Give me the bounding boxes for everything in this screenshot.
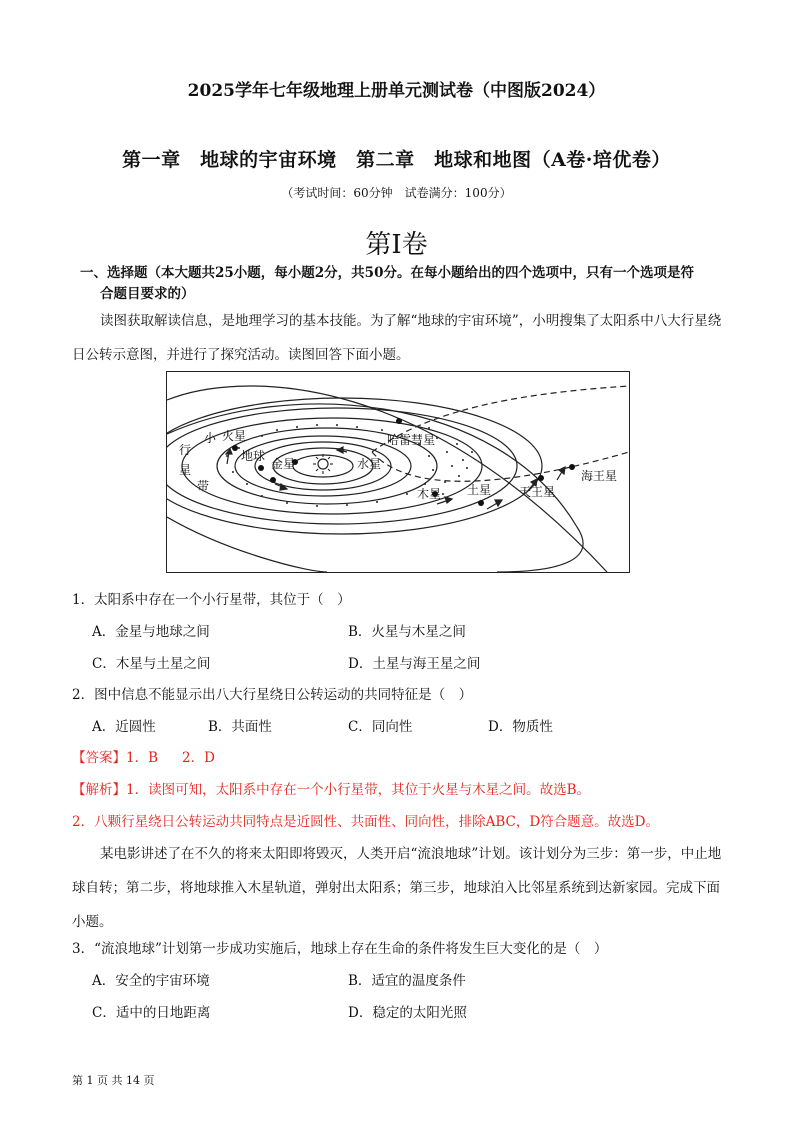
- answer-tag: 【答案】: [72, 750, 126, 766]
- label-earth: 地球: [241, 449, 266, 463]
- sun-icon: [313, 454, 333, 474]
- analysis-tag: 【解析】: [72, 782, 126, 798]
- analysis-text-1: 1．读图可知，太阳系中存在一个小行星带，其位于火星与木星之间。故选B。: [126, 782, 591, 798]
- section-heading-line2: 合题目要求的）: [100, 286, 195, 302]
- venus-dot: [270, 477, 276, 483]
- question-3-option-c: C．适中的日地距离: [92, 1005, 211, 1021]
- label-belt-4: 带: [197, 479, 210, 493]
- question-1-option-c: C．木星与土星之间: [92, 656, 211, 672]
- chapter-subtitle: 第一章 地球的宇宙环境 第二章 地球和地图（A卷·培优卷）: [122, 149, 671, 171]
- page-footer: 第 1 页 共 14 页: [72, 1074, 155, 1087]
- question-1-option-b: B．火星与木星之间: [348, 624, 466, 640]
- analysis-line-1: [72, 778, 590, 798]
- label-belt-3: 星: [179, 463, 192, 477]
- label-belt-2: 行: [179, 443, 192, 457]
- mars-dot: [232, 445, 238, 451]
- orbit-figure: [167, 372, 629, 572]
- uranus-orbit: [167, 408, 517, 524]
- answer-1: 1．B: [126, 750, 159, 766]
- analysis-text-2: 2．八颗行星绕日公转运动共同特点是近圆性、共面性、同向性，排除ABC，D符合题意。故选D。: [72, 814, 659, 830]
- outer-orbit-curve-3: [167, 517, 327, 572]
- passage-1: 读图获取解读信息，是地理学习的基本技能。为了解“地球的宇宙环境”，小明搜集了太阳系中八大行星绕日公转示意图，并进行了探究活动。读图回答下面小题。: [72, 313, 722, 363]
- answer-line: [72, 746, 215, 766]
- uranus-dot: [538, 475, 544, 481]
- label-mercury: 水星: [357, 457, 382, 471]
- section-heading-line1: 一、选择题（本大题共25小题，每小题2分，共50分。在每小题给出的四个选项中，只有一个选项是符: [80, 265, 694, 281]
- label-neptune: 海王星: [581, 469, 618, 483]
- question-1-option-d: D．土星与海王星之间: [348, 656, 481, 672]
- section-heading: [80, 263, 730, 305]
- exam-info: （考试时间：60分钟 试卷满分：100分）: [281, 186, 512, 200]
- label-mars: 火星: [222, 429, 247, 443]
- page-title: 2025学年七年级地理上册单元测试卷（中图版2024）: [187, 81, 606, 101]
- answer-2: 2．D: [182, 750, 215, 766]
- passage-2: 某电影讲述了在不久的将来太阳即将毁灭，人类开启“流浪地球”计划。该计划分为三步：第一步，中止地球自转；第二步，将地球推入木星轨道，弹射出太阳系；第三步，地球泊入比邻星系统到达新家园。完成下面小题。: [72, 846, 722, 930]
- question-2-stem: 2．图中信息不能显示出八大行星绕日公转运动的共同特征是（ ）: [72, 687, 473, 703]
- neptune-dot: [569, 464, 575, 470]
- solar-system-diagram: [166, 371, 630, 573]
- saturn-dot: [478, 500, 484, 506]
- question-2-option-a: A．近圆性: [92, 719, 156, 735]
- question-1-stem: 1．太阳系中存在一个小行星带，其位于（ ）: [72, 592, 351, 608]
- question-3-option-d: D．稳定的太阳光照: [348, 1005, 467, 1021]
- question-2-option-c: C．同向性: [348, 719, 413, 735]
- label-belt-1: 小: [204, 431, 217, 445]
- label-comet: 哈雷彗星: [387, 433, 436, 447]
- question-1-option-a: A．金星与地球之间: [92, 624, 210, 640]
- comet-dot: [396, 418, 402, 424]
- label-saturn: 土星: [467, 483, 492, 497]
- question-3-option-b: B．适宜的温度条件: [348, 973, 466, 989]
- volume-heading: 第I卷: [365, 230, 428, 260]
- label-uranus: 天王星: [519, 485, 556, 499]
- question-2-option-b: B．共面性: [208, 719, 272, 735]
- earth-dot: [258, 465, 264, 471]
- question-2-option-d: D．物质性: [488, 719, 553, 735]
- question-3-option-a: A．安全的宇宙环境: [92, 973, 210, 989]
- label-venus: 金星: [271, 457, 296, 471]
- question-3-stem: 3．“流浪地球”计划第一步成功实施后，地球上存在生命的条件将发生巨大变化的是（ ）: [72, 941, 608, 957]
- label-jupiter: 木星: [417, 487, 442, 501]
